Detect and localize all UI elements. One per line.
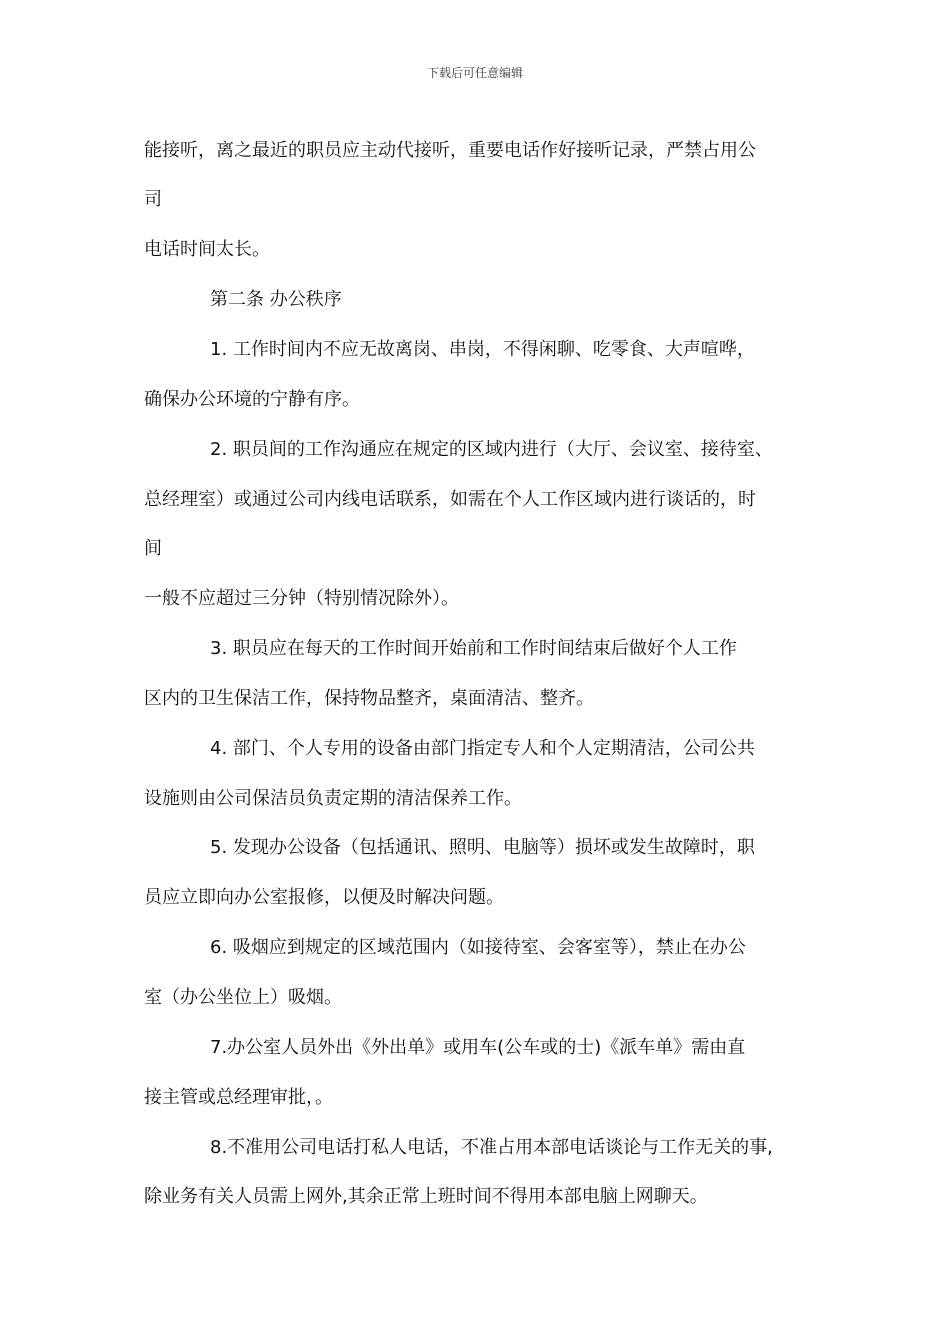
text-line: 6. 吸烟应到规定的区域范围内（如接待室、会客室等），禁止在办公 xyxy=(210,937,746,958)
text-line: 司 xyxy=(144,189,162,210)
text-line: 1. 工作时间内不应无故离岗、串岗，不得闲聊、吃零食、大声喧哗， xyxy=(210,339,755,360)
text-line: 8.不准用公司电话打私人电话，不准占用本部电话谈论与工作无关的事, xyxy=(210,1137,773,1158)
text-line: 间 xyxy=(144,538,162,559)
text-line: 5. 发现办公设备（包括通讯、照明、电脑等）损坏或发生故障时，职 xyxy=(210,837,755,858)
text-line: 2. 职员间的工作沟通应在规定的区域内进行（大厅、会议室、接待室、 xyxy=(210,439,773,460)
text-line: 员应立即向办公室报修，以便及时解决问题。 xyxy=(144,887,504,908)
text-line: 7.办公室人员外出《外出单》或用车(公车或的士)《派车单》需由直 xyxy=(210,1037,746,1058)
text-line: 确保办公环境的宁静有序。 xyxy=(144,389,360,410)
text-line: 区内的卫生保洁工作，保持物品整齐，桌面清洁、整齐。 xyxy=(144,688,594,709)
text-line: 总经理室）或通过公司内线电话联系，如需在个人工作区域内进行谈话的，时 xyxy=(144,489,756,510)
text-line: 电话时间太长。 xyxy=(144,239,270,260)
text-line: 接主管或总经理审批，。 xyxy=(144,1087,333,1108)
text-line: 一般不应超过三分钟（特别情况除外）。 xyxy=(144,588,459,609)
text-line: 4. 部门、个人专用的设备由部门指定专人和个人定期清洁，公司公共 xyxy=(210,738,755,759)
text-line: 除业务有关人员需上网外,其余正常上班时间不得用本部电脑上网聊天。 xyxy=(144,1186,708,1207)
section-heading: 第二条 办公秩序 xyxy=(210,289,342,310)
text-line: 3. 职员应在每天的工作时间开始前和工作时间结束后做好个人工作 xyxy=(210,638,737,659)
text-line: 设施则由公司保洁员负责定期的清洁保养工作。 xyxy=(144,788,522,809)
text-line: 室（办公坐位上）吸烟。 xyxy=(144,987,342,1008)
text-line: 能接听，离之最近的职员应主动代接听，重要电话作好接听记录，严禁占用公 xyxy=(144,140,756,161)
page-header: 下载后可任意编辑 xyxy=(426,66,523,80)
